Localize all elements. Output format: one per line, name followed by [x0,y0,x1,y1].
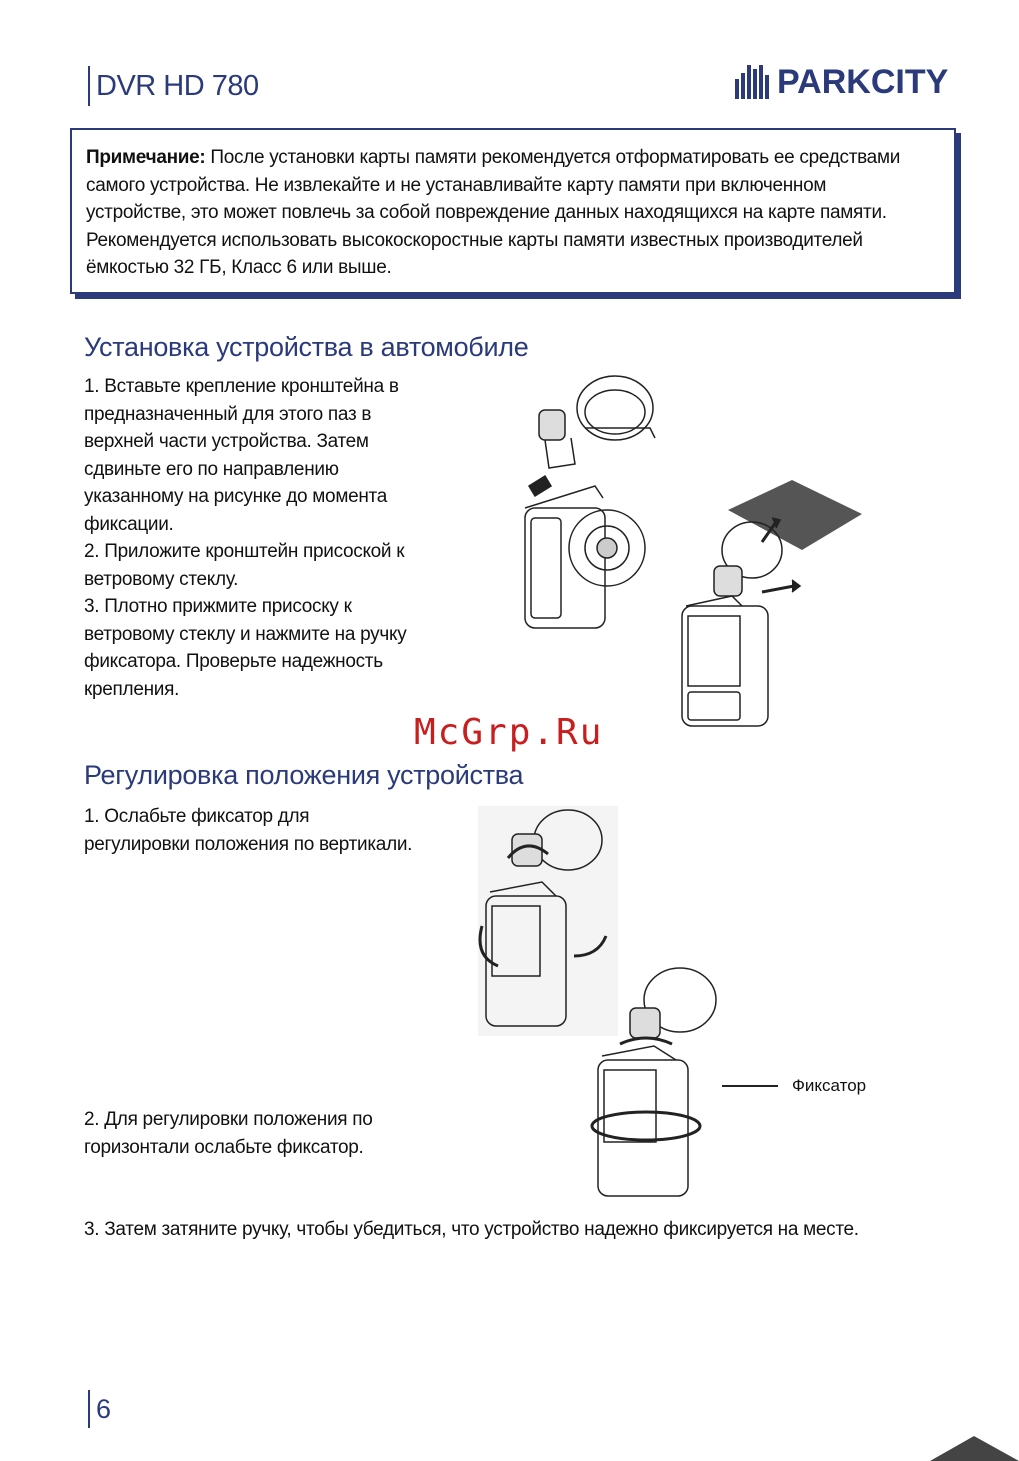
adjust-step3: 3. Затем затяните ручку, чтобы убедиться, что устройство надежно фиксируется на месте. [84,1219,859,1240]
install-instructions [84,373,464,703]
bracket-insert-illustration [515,368,675,638]
horizontal-adjust-illustration [590,966,730,1202]
callout-line [722,1085,778,1087]
text-line: фиксации. [84,513,174,535]
text-line: фиксатора. Проверьте надежность [84,651,383,672]
text-line: ветровому стеклу и нажмите на ручку [84,623,407,645]
text-line: указанному на рисунке до момента [84,486,387,507]
next-page-triangle-icon [930,1436,1019,1461]
section-title-install: Установка устройства в автомобиле [84,332,529,362]
note-line: После установки карты памяти рекомендуется отформатировать ее средствами [205,147,901,168]
text-line: 1. Вставьте крепление кронштейна в [84,376,399,397]
text-line: верхней части устройства. Затем [84,431,369,452]
text-line: 2. Для регулировки положения по [84,1109,373,1130]
text-line: сдвиньте его по направлению [84,458,339,480]
brand-logo [735,64,948,100]
document-title: DVR HD 780 [88,66,259,106]
text-line: 2. Приложите кронштейн присоской к [84,541,405,562]
adjust-step2 [84,1106,373,1161]
section-title-adjust: Регулировка положения устройства [84,760,524,790]
windshield-mount-illustration [672,480,872,740]
text-line: 1. Ослабьте фиксатор для [84,806,310,827]
text-line: 3. Плотно прижмите присоску к [84,596,352,617]
logo-text: PARKCITY [777,63,949,101]
note-box [70,128,956,294]
note-line: самого устройства. Не извлекайте и не устанавливайте карту памяти при включенном [86,174,827,196]
text-line: предназначенный для этого паз в [84,403,372,425]
note-line: Рекомендуется использовать высокоскоростные карты памяти известных производителей [86,229,863,251]
text-line: горизонтали ослабьте фиксатор. [84,1136,364,1158]
text-line: регулировки положения по вертикали. [84,833,413,855]
adjust-step1 [84,803,412,858]
page-number: 6 [88,1390,111,1428]
logo-bars-icon [735,65,769,99]
note-label: Примечание: [86,147,206,168]
watermark: McGrp.Ru [414,712,604,753]
text-line: ветровому стеклу. [84,568,239,590]
note-line: ёмкостью 32 ГБ, Класс 6 или выше. [86,257,392,278]
callout-label: Фиксатор [792,1076,867,1095]
note-line: устройстве, это может повлечь за собой повреждение данных находящихся на карте памяти. [86,202,887,223]
text-line: крепления. [84,678,180,700]
